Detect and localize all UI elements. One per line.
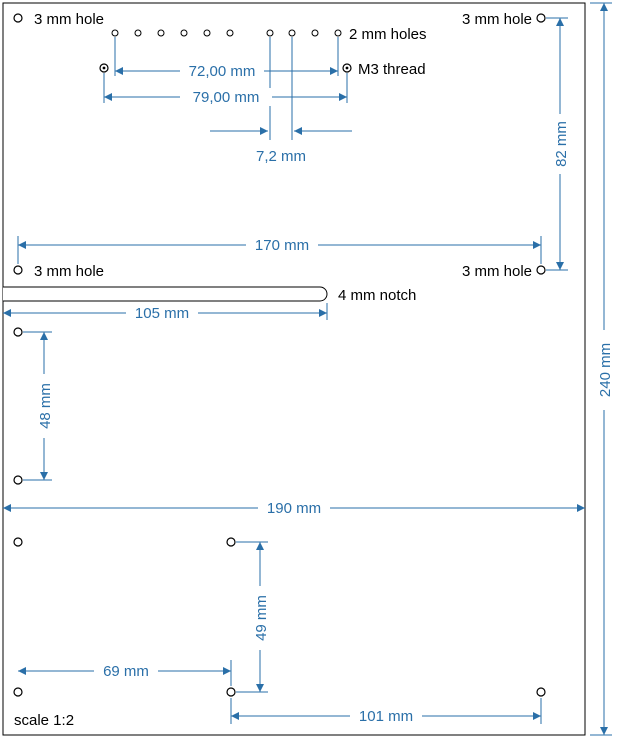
label-2mm-holes: 2 mm holes	[349, 26, 427, 43]
hole-2mm	[112, 30, 118, 36]
dim-48mm: 48 mm	[37, 383, 54, 429]
hole-3mm-mid-left	[14, 266, 22, 274]
hole-left-lower	[14, 476, 22, 484]
dim-82mm: 82 mm	[553, 121, 570, 167]
plate-outline	[3, 3, 585, 735]
holes-2mm-row	[112, 30, 341, 36]
notch-4mm	[3, 287, 327, 301]
hole-2mm	[135, 30, 141, 36]
label-m3-thread: M3 thread	[358, 61, 426, 78]
dim-190mm: 190 mm	[266, 500, 322, 517]
label-3mm-hole-mid-right: 3 mm hole	[461, 263, 532, 280]
hole-bottom-left	[14, 688, 22, 696]
labels	[14, 11, 532, 729]
dimension-labels	[35, 62, 614, 725]
dim-101mm: 101 mm	[358, 708, 414, 725]
hole-2mm	[335, 30, 341, 36]
hole-bottom-left-upper	[14, 538, 22, 546]
hole-2mm	[181, 30, 187, 36]
hole-2mm	[289, 30, 295, 36]
dim-79mm: 79,00 mm	[192, 89, 260, 106]
label-3mm-hole-top-left: 3 mm hole	[34, 11, 105, 28]
dim-7-2mm: 7,2 mm	[255, 148, 307, 165]
dim-105mm: 105 mm	[134, 305, 190, 322]
dim-240mm: 240 mm	[597, 342, 614, 398]
hole-3mm-top-left	[14, 14, 22, 22]
hole-2mm	[227, 30, 233, 36]
dimension-lines	[3, 3, 612, 735]
hole-3mm-top-right	[537, 14, 545, 22]
hole-2mm	[312, 30, 318, 36]
label-scale: scale 1:2	[14, 712, 75, 729]
hole-bottom-mid-upper	[227, 538, 235, 546]
hole-left-upper	[14, 328, 22, 336]
label-3mm-hole-top-right: 3 mm hole	[461, 11, 532, 28]
hole-3mm-mid-right	[537, 266, 545, 274]
hole-bottom-right	[537, 688, 545, 696]
hole-2mm	[267, 30, 273, 36]
dim-69mm: 69 mm	[103, 663, 149, 680]
hole-bottom-mid	[227, 688, 235, 696]
label-3mm-hole-mid-left: 3 mm hole	[34, 263, 105, 280]
hole-2mm	[158, 30, 164, 36]
dim-49mm: 49 mm	[253, 595, 270, 641]
dim-72mm: 72,00 mm	[188, 63, 256, 80]
label-4mm-notch: 4 mm notch	[338, 287, 417, 304]
hole-2mm	[204, 30, 210, 36]
dim-170mm: 170 mm	[254, 237, 310, 254]
holes-3mm	[14, 14, 545, 696]
